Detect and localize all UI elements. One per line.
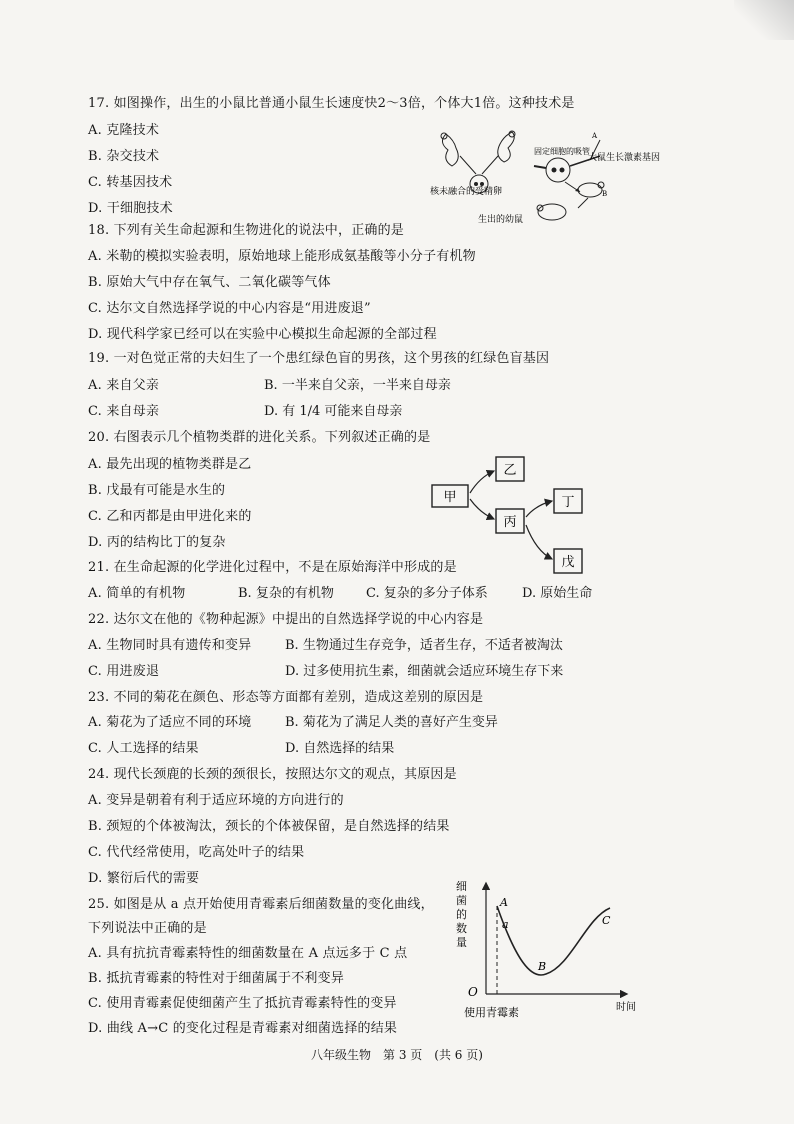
q20-option-d: D. 丙的结构比丁的复杂 [88,535,226,550]
q20-diagram [428,455,598,575]
q18-option-a: A. 米勒的模拟实验表明，原始地球上能形成氨基酸等小分子有机物 [88,249,476,264]
q19-option-a: A. 来自父亲 [88,378,160,393]
y-label-3: 的 [456,908,467,921]
bacteria-curve [497,906,610,975]
q24-stem: 24. 现代长颈鹿的长颈的颈很长，按照达尔文的观点，其原因是 [88,767,457,782]
point-A-label: A [500,896,508,909]
q22-option-a: A. 生物同时具有遗传和变异 [88,638,252,653]
q25-stem-2: 下列说法中正确的是 [88,921,207,936]
point-a-label: a [502,918,509,931]
node-jia: 甲 [443,490,457,505]
q19-stem: 19. 一对色觉正常的夫妇生了一个患红绿色盲的男孩，这个男孩的红绿色盲基因 [88,351,550,366]
q23-option-b: B. 菊花为了满足人类的喜好产生变异 [285,715,498,730]
q25-option-d: D. 曲线 A→C 的变化过程是青霉素对细菌选择的结果 [88,1021,398,1036]
label-a: A [592,132,598,140]
q17-option-d: D. 干细胞技术 [88,201,173,216]
scan-shadow [734,0,794,40]
q25-option-a: A. 具有抗抗青霉素特性的细菌数量在 A 点远多于 C 点 [88,946,408,961]
q22-option-c: C. 用进废退 [88,664,160,679]
q24-option-c: C. 代代经常使用，吃高处叶子的结果 [88,845,305,860]
q24-option-b: B. 颈短的个体被淘汰，颈长的个体被保留，是自然选择的结果 [88,819,450,834]
q20-stem: 20. 右图表示几个植物类群的进化关系。下列叙述正确的是 [88,430,431,445]
q17-option-b: B. 杂交技术 [88,149,160,164]
q20-option-c: C. 乙和丙都是由甲进化来的 [88,509,252,524]
q19-option-b: B. 一半来自父亲，一半来自母亲 [264,378,451,393]
q23-option-c: C. 人工选择的结果 [88,741,199,756]
q24-option-d: D. 繁衍后代的需要 [88,871,200,886]
q22-option-d: D. 过多使用抗生素，细菌就会适应环境生存下来 [285,664,564,679]
node-bing: 丙 [503,515,517,530]
x-label: 时间 [616,1002,636,1013]
q24-option-a: A. 变异是朝着有利于适应环境的方向进行的 [88,793,344,808]
point-B-label: B [538,960,547,973]
y-label-5: 量 [456,936,467,949]
q20-option-b: B. 戊最有可能是水生的 [88,483,226,498]
q21-option-b: B. 复杂的有机物 [238,586,334,601]
label-b: B [602,190,608,198]
q20-option-a: A. 最先出现的植物类群是乙 [88,457,252,472]
graph-caption: 使用青霉素 [464,1006,519,1019]
q23-option-a: A. 菊花为了适应不同的环境 [88,715,252,730]
q22-stem: 22. 达尔文在他的《物种起源》中提出的自然选择学说的中心内容是 [88,612,484,627]
q21-option-a: A. 简单的有机物 [88,586,186,601]
q23-option-d: D. 自然选择的结果 [285,741,395,756]
label-gene: 大鼠生长激素基因 [588,153,661,163]
node-ding: 丁 [561,495,575,510]
q17-option-a: A. 克隆技术 [88,123,160,138]
node-wu: 戊 [561,555,575,570]
q23-stem: 23. 不同的菊花在颜色、形态等方面都有差别，造成这差别的原因是 [88,690,484,705]
q21-option-d: D. 原始生命 [522,586,593,601]
mouse-baby-icon [537,204,566,220]
node-yi: 乙 [503,463,517,478]
y-label-4: 数 [456,922,467,935]
q22-option-b: B. 生物通过生存竞争，适者生存，不适者被淘汰 [285,638,563,653]
label-baby: 生出的幼鼠 [478,215,524,225]
mouse-left-icon [441,133,458,166]
q17-figure [430,130,670,230]
q18-option-d: D. 现代科学家已经可以在实验中心模拟生命起源的全部过程 [88,327,437,342]
zygote-icon [546,158,570,182]
q25-option-b: B. 抵抗青霉素的特性对于细菌属于不利变异 [88,971,345,986]
q17-option-c: C. 转基因技术 [88,175,173,190]
q25-graph [446,870,646,1020]
mouse-mother-icon [578,182,604,197]
q18-stem: 18. 下列有关生命起源和生物进化的说法中，正确的是 [88,223,405,238]
q21-option-c: C. 复杂的多分子体系 [366,586,488,601]
page-footer: 八年级生物 第 3 页 (共 6 页) [311,1048,483,1062]
label-fertilized: 核未融合的受精卵 [430,187,503,197]
q25-option-c: C. 使用青霉素促使细菌产生了抵抗青霉素特性的变异 [88,996,397,1011]
point-C-label: C [602,914,611,927]
q19-option-c: C. 来自母亲 [88,404,160,419]
y-label-1: 细 [456,880,467,893]
q19-option-d: D. 有 1/4 可能来自母亲 [264,404,403,419]
label-injector: 固定细胞的吸管 [534,147,590,156]
q18-option-b: B. 原始大气中存在氧气、二氧化碳等气体 [88,275,331,290]
y-label-2: 菌 [456,894,467,907]
q17-stem: 17. 如图操作，出生的小鼠比普通小鼠生长速度快2～3倍，个体大1倍。这种技术是 [88,96,575,111]
q25-stem-1: 25. 如图是从 a 点开始使用青霉素后细菌数量的变化曲线， [88,897,434,912]
q18-option-c: C. 达尔文自然选择学说的中心内容是“用进废退” [88,301,371,316]
mouse-right-icon [498,131,515,162]
origin-label: O [468,985,478,999]
q21-stem: 21. 在生命起源的化学进化过程中，不是在原始海洋中形成的是 [88,560,457,575]
